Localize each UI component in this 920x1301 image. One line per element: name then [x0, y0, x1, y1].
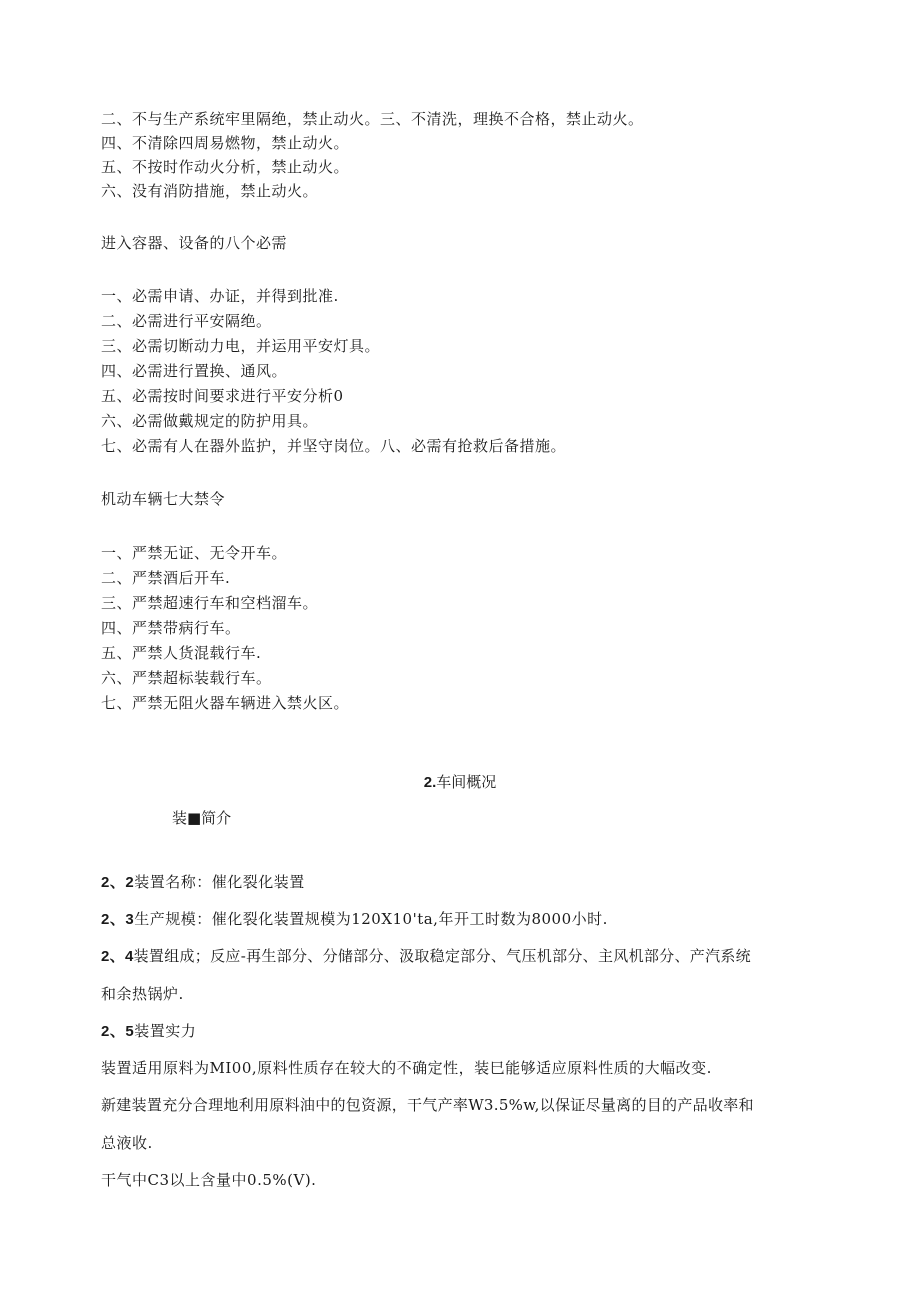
item-2-2-text: 装置名称：催化裂化装置 [134, 873, 305, 891]
fire-rule-5: 五、不按时作动火分析，禁止动火。 [101, 158, 350, 176]
item-2-5-text: 装置实力 [134, 1022, 197, 1040]
fire-rule-6: 六、没有消防措施，禁止动火。 [101, 182, 319, 200]
vessel-rule-4: 四、必需进行置换、通风。 [101, 362, 288, 380]
vessel-section-title: 进入容器、设备的八个必需 [101, 234, 288, 252]
vessel-rule-7-8: 七、必需有人在器外监护，并坚守岗位。八、必需有抢救后备措施。 [101, 437, 567, 455]
vessel-rule-6: 六、必需做戴规定的防护用具。 [101, 412, 319, 430]
paragraph-yield: 新建装置充分合理地利用原料油中的包资源，干气产率W3.5%w,以保证尽量离的目的产品收率和 [101, 1096, 754, 1114]
vehicle-rule-6: 六、严禁超标装载行车。 [101, 669, 272, 687]
vessel-rule-5: 五、必需按时间要求进行平安分析0 [101, 387, 344, 405]
item-2-4-number: 2、4 [101, 948, 134, 965]
chapter-number: 2. [423, 774, 437, 791]
paragraph-yield-continued: 总液收. [101, 1134, 153, 1152]
vessel-rule-2: 二、必需进行平安隔绝。 [101, 312, 272, 330]
vessel-rule-1: 一、必需申请、办证，并得到批准. [101, 287, 339, 305]
item-2-3-number: 2、3 [101, 911, 135, 928]
vehicle-section-title: 机动车辆七大禁令 [101, 490, 226, 508]
paragraph-feedstock: 装置适用原料为MI00,原料性质存在较大的不确定性，装巳能够适应原料性质的大幅改变. [101, 1059, 712, 1077]
vehicle-rule-2: 二、严禁酒后开车. [101, 569, 231, 587]
fire-rule-4: 四、不清除四周易燃物，禁止动火。 [101, 134, 350, 152]
item-2-2 [101, 872, 305, 893]
vessel-rule-3: 三、必需切断动力电，并运用平安灯具。 [101, 337, 381, 355]
item-2-4-continued: 和余热锅炉. [101, 985, 184, 1003]
vehicle-rule-3: 三、严禁超速行车和空档溜车。 [101, 594, 319, 612]
item-2-3-text: 生产规模：催化裂化装置规模为120X10'ta,年开工时数为8000小时. [134, 910, 608, 928]
fire-rule-2-3: 二、不与生产系统牢里隔绝，禁止动火。三、不清洗，理换不合格，禁止动火。 [101, 110, 644, 128]
chapter-subtitle: 装■简介 [172, 809, 232, 827]
item-2-4 [101, 946, 751, 967]
item-2-2-number: 2、2 [101, 874, 135, 891]
vehicle-rule-4: 四、严禁带病行车。 [101, 619, 241, 637]
vehicle-rule-7: 七、严禁无阻火器车辆进入禁火区。 [101, 694, 350, 712]
vehicle-rule-5: 五、严禁人货混载行车. [101, 644, 262, 662]
chapter-title: 车间概况 [436, 774, 497, 791]
item-2-4-text: 装置组成；反应-再生部分、分储部分、汲取稳定部分、气压机部分、主风机部分、产汽系统 [133, 947, 751, 965]
vehicle-rule-1: 一、严禁无证、无令开车。 [101, 544, 288, 562]
item-2-5 [101, 1021, 196, 1042]
paragraph-c3-content: 干气中C3以上含量中0.5%(V). [101, 1171, 317, 1189]
item-2-5-number: 2、5 [101, 1023, 135, 1040]
chapter-heading [0, 772, 920, 793]
item-2-3 [101, 909, 608, 930]
